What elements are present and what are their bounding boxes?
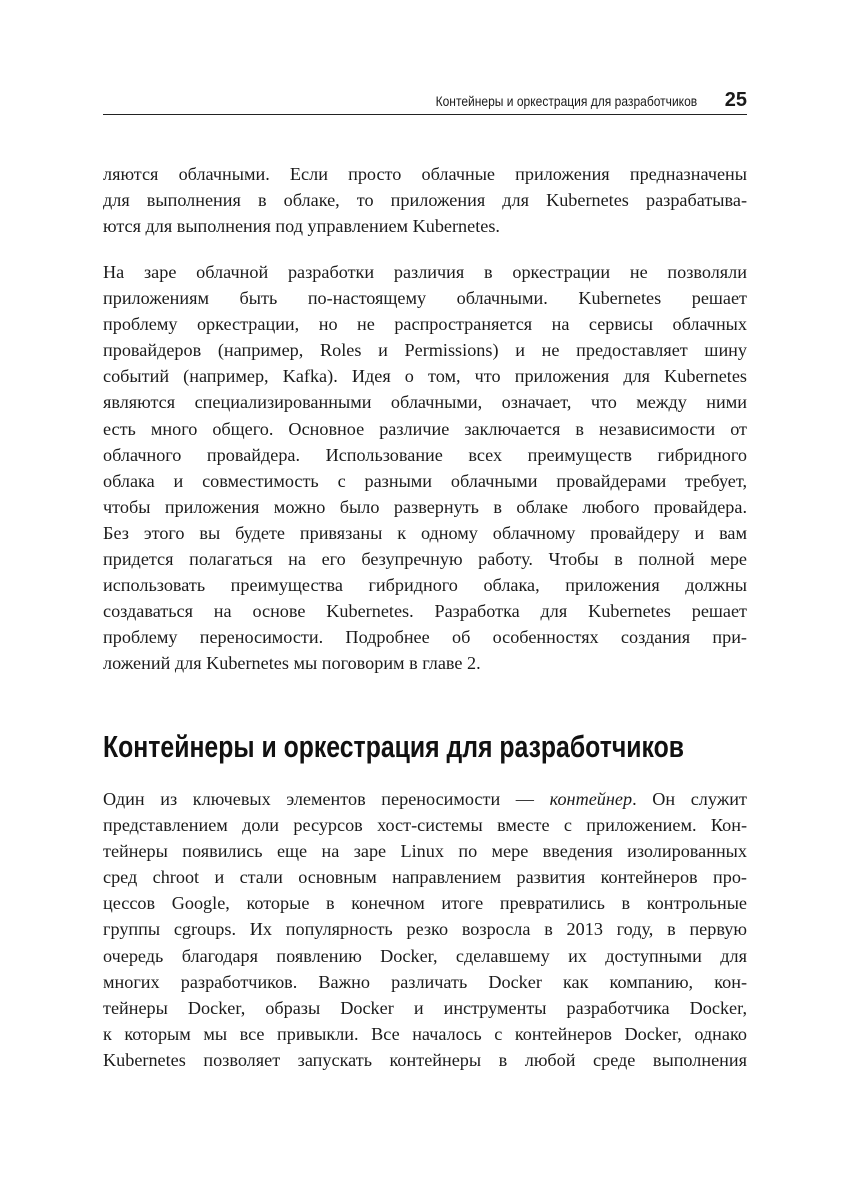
text-line: использовать преимущества гибридного облака, приложения должны [103, 575, 747, 596]
text-line: сред chroot и стали основным направлением развития контейнеров про- [103, 867, 747, 888]
text-line: Kubernetes позволяет запускать контейнеры в любой среде выполнения [103, 1049, 747, 1070]
text-line: облака и совместимость с разными облачными провайдерами требует, [103, 470, 747, 491]
text-line: к которым мы все привыкли. Все началось с контейнеров Docker, однако [103, 1023, 747, 1044]
text-line: группы cgroups. Их популярность резко возросла в 2013 году, в первую [103, 919, 747, 940]
text-run: Один из ключевых элементов переносимости — [103, 789, 550, 809]
text-line: есть много общего. Основное различие заключается в независимости от [103, 418, 747, 439]
text-line: проблему переносимости. Подробнее об особенностях создания при- [103, 627, 747, 648]
text-line: проблему оркестрации, но не распространяется на сервисы облачных [103, 314, 747, 335]
text-line: ются для выполнения под управлением Kubernetes. [103, 216, 500, 237]
running-header [103, 84, 747, 115]
text-line: Без этого вы будете привязаны к одному облачному провайдеру и вам [103, 522, 747, 543]
text-line: облачного провайдера. Использование всех преимуществ гибридного [103, 444, 747, 465]
text-line: представлением доли ресурсов хост-системы вместе с приложением. Кон- [103, 815, 747, 836]
text-line: создаваться на основе Kubernetes. Разработка для Kubernetes решает [103, 601, 747, 622]
text-line: чтобы приложения можно было развернуть в облаке любого провайдера. [103, 496, 747, 517]
italic-term: контейнер [549, 789, 633, 809]
text-run: . Он служит [632, 789, 747, 809]
text-line: На заре облачной разработки различия в оркестрации не позволяли [103, 262, 747, 282]
text-line: ложений для Kubernetes мы поговорим в главе 2. [103, 653, 481, 674]
text-line: являются специализированными облачными, означает, что между ними [103, 392, 747, 413]
text-line: ляются облачными. Если просто облачные приложения предназначены [103, 164, 747, 184]
text-line: событий (например, Kafka). Идея о том, что приложения для Kubernetes [103, 366, 747, 387]
paragraph-2 [103, 259, 747, 677]
section-heading: Контейнеры и оркестрация для разработчиков [103, 729, 684, 764]
text-line: тейнеры появились еще на заре Linux по мере введения изолированных [103, 841, 747, 862]
page-number: 25 [724, 88, 747, 111]
text-line: очередь благодаря появлению Docker, сделавшему их доступными для [103, 945, 747, 966]
text-line: тейнеры Docker, образы Docker и инструменты разработчика Docker, [103, 997, 747, 1018]
paragraph-1 [103, 161, 747, 239]
text-line: цессов Google, которые в конечном итоге превратились в контрольные [103, 893, 747, 914]
text-line [103, 786, 747, 812]
text-line: приложениям быть по-настоящему облачными. Kubernetes решает [103, 288, 747, 309]
text-line: придется полагаться на его безупречную работу. Чтобы в полной мере [103, 549, 747, 570]
text-line: провайдеров (например, Roles и Permissions) и не предоставляет шину [103, 340, 747, 361]
paragraph-3 [103, 786, 747, 1073]
text-line: многих разработчиков. Важно различать Docker как компанию, кон- [103, 971, 747, 992]
running-header-title: Контейнеры и оркестрация для разработчиков [435, 93, 697, 109]
text-line: для выполнения в облаке, то приложения для Kubernetes разрабатыва- [103, 190, 747, 211]
